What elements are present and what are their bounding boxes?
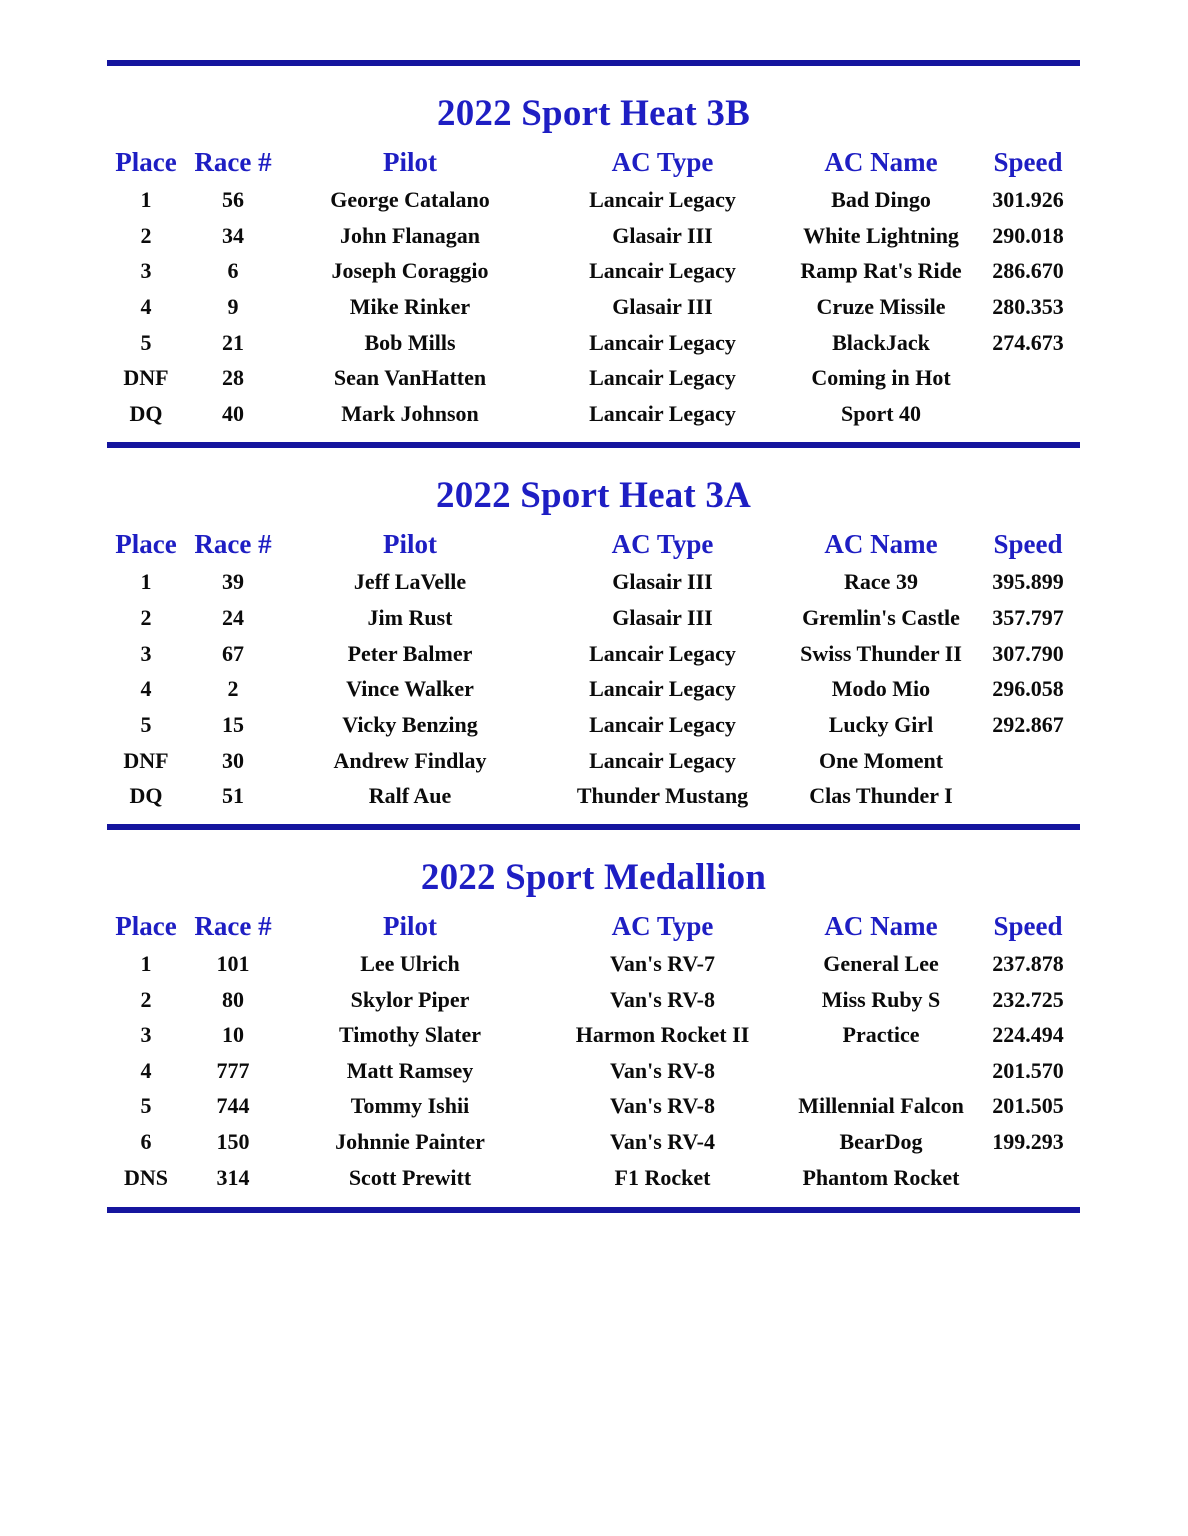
cell-pilot: Lee Ulrich (360, 950, 460, 976)
cell-speed: 301.926 (992, 187, 1064, 213)
cell-speed: 307.790 (992, 640, 1064, 666)
cell-acname: Swiss Thunder II (800, 640, 962, 666)
cell-race: 67 (222, 640, 244, 666)
column-header-acname: AC Name (824, 529, 938, 560)
cell-actype: F1 Rocket (614, 1164, 711, 1190)
cell-actype: Lancair Legacy (589, 640, 736, 666)
cell-race: 40 (222, 400, 244, 426)
cell-acname: Race 39 (844, 569, 918, 595)
cell-speed: 199.293 (992, 1129, 1064, 1155)
cell-acname: Sport 40 (840, 400, 922, 426)
table-row (107, 636, 1080, 672)
cell-acname: Ramp Rat's Ride (800, 258, 962, 284)
cell-place: DNF (123, 365, 169, 391)
cell-place: 2 (140, 222, 152, 248)
cell-acname: BearDog (839, 1129, 923, 1155)
table-row (107, 218, 1080, 254)
cell-race: 30 (222, 747, 244, 773)
cell-actype: Harmon Rocket II (575, 1022, 750, 1048)
section-title: 2022 Sport Heat 3A (436, 475, 751, 517)
cell-race: 34 (222, 222, 244, 248)
cell-acname: Phantom Rocket (802, 1164, 960, 1190)
section-title: 2022 Sport Medallion (420, 856, 767, 898)
table-row (107, 1053, 1080, 1089)
cell-pilot: Matt Ramsey (346, 1057, 474, 1083)
cell-race: 10 (222, 1022, 244, 1048)
cell-speed: 201.570 (992, 1057, 1064, 1083)
cell-acname (786, 1053, 976, 1089)
column-header-race: Race # (194, 147, 272, 177)
cell-race: 777 (216, 1057, 250, 1083)
cell-pilot: Vince Walker (346, 676, 474, 702)
cell-race: 744 (216, 1093, 250, 1119)
cell-place: 5 (140, 711, 152, 737)
table-header-row (107, 147, 1080, 182)
cell-place: 3 (140, 1022, 152, 1048)
cell-speed: 280.353 (992, 293, 1064, 319)
cell-acname: Bad Dingo (831, 187, 931, 213)
cell-speed (976, 360, 1080, 396)
cell-speed: 395.899 (992, 569, 1064, 595)
table-row (107, 289, 1080, 325)
cell-pilot: Jeff LaVelle (353, 569, 467, 595)
cell-pilot: Andrew Findlay (333, 747, 487, 773)
table-row (107, 946, 1080, 982)
cell-speed (976, 743, 1080, 779)
cell-acname: Lucky Girl (828, 711, 934, 737)
divider-top (107, 60, 1080, 66)
cell-actype: Van's RV-7 (610, 950, 715, 976)
cell-place: 3 (140, 258, 152, 284)
cell-actype: Lancair Legacy (589, 676, 736, 702)
cell-place: 6 (140, 1129, 152, 1155)
cell-actype: Glasair III (612, 605, 713, 631)
cell-speed: 201.505 (992, 1093, 1064, 1119)
cell-actype: Glasair III (612, 293, 713, 319)
table-row (107, 778, 1080, 814)
table-row (107, 253, 1080, 289)
table-row (107, 396, 1080, 432)
results-section-heat-3b (107, 95, 1080, 448)
table-row (107, 182, 1080, 218)
table-row (107, 671, 1080, 707)
results-content (107, 0, 1080, 1213)
cell-race: 28 (222, 365, 244, 391)
column-header-acname: AC Name (824, 147, 938, 177)
column-header-place: Place (115, 147, 177, 177)
cell-acname: Cruze Missile (816, 293, 946, 319)
divider-after-heat-3a (107, 824, 1080, 830)
cell-actype: Van's RV-8 (610, 1093, 715, 1119)
cell-actype: Glasair III (612, 569, 713, 595)
cell-speed (976, 1160, 1080, 1196)
cell-actype: Van's RV-8 (610, 1057, 715, 1083)
cell-acname: General Lee (823, 950, 939, 976)
cell-speed: 357.797 (992, 605, 1064, 631)
table-row (107, 360, 1080, 396)
cell-pilot: Peter Balmer (347, 640, 473, 666)
table-row (107, 1088, 1080, 1124)
cell-actype: Van's RV-4 (610, 1129, 715, 1155)
cell-speed: 290.018 (992, 222, 1064, 248)
cell-actype: Lancair Legacy (589, 365, 736, 391)
cell-pilot: Vicky Benzing (342, 711, 478, 737)
table-row (107, 564, 1080, 600)
cell-place: 1 (140, 950, 152, 976)
cell-pilot: Scott Prewitt (348, 1164, 472, 1190)
results-table (107, 147, 1080, 431)
divider-bottom (107, 1207, 1080, 1213)
column-header-pilot: Pilot (383, 529, 437, 560)
cell-place: 3 (140, 640, 152, 666)
cell-pilot: John Flanagan (340, 222, 480, 248)
cell-speed: 224.494 (992, 1022, 1064, 1048)
cell-place: 2 (140, 986, 152, 1012)
cell-actype: Lancair Legacy (589, 711, 736, 737)
cell-actype: Lancair Legacy (589, 187, 736, 213)
cell-speed: 296.058 (992, 676, 1064, 702)
cell-pilot: Johnnie Painter (335, 1129, 485, 1155)
column-header-acname: AC Name (824, 910, 938, 941)
table-row (107, 1017, 1080, 1053)
cell-actype: Van's RV-8 (610, 986, 715, 1012)
table-row (107, 325, 1080, 361)
column-header-place: Place (115, 529, 177, 560)
cell-actype: Lancair Legacy (589, 747, 736, 773)
cell-place: 5 (140, 329, 152, 355)
column-header-race: Race # (194, 910, 272, 941)
cell-acname: White Lightning (803, 222, 959, 248)
cell-place: 4 (140, 1057, 152, 1083)
table-row (107, 600, 1080, 636)
cell-pilot: Jim Rust (367, 605, 453, 631)
cell-place: DQ (129, 400, 163, 426)
cell-race: 39 (222, 569, 244, 595)
table-row (107, 1124, 1080, 1160)
cell-acname: One Moment (818, 747, 944, 773)
cell-speed: 292.867 (992, 711, 1064, 737)
cell-pilot: Mike Rinker (349, 293, 471, 319)
cell-race: 9 (227, 293, 239, 319)
cell-race: 80 (222, 986, 244, 1012)
cell-pilot: Timothy Slater (339, 1022, 481, 1048)
cell-race: 314 (216, 1164, 250, 1190)
cell-pilot: George Catalano (330, 187, 490, 213)
cell-place: 2 (140, 605, 152, 631)
cell-acname: Clas Thunder I (809, 783, 953, 809)
divider-after-heat-3b (107, 442, 1080, 448)
table-row (107, 743, 1080, 779)
cell-acname: Coming in Hot (811, 365, 951, 391)
column-header-speed: Speed (993, 147, 1063, 177)
column-header-pilot: Pilot (383, 147, 437, 177)
cell-actype: Lancair Legacy (589, 329, 736, 355)
column-header-race: Race # (194, 529, 272, 560)
cell-race: 56 (222, 187, 244, 213)
cell-speed: 232.725 (992, 986, 1064, 1012)
section-title: 2022 Sport Heat 3B (437, 93, 750, 134)
results-table (107, 911, 1080, 1195)
cell-actype: Lancair Legacy (589, 400, 736, 426)
cell-place: 4 (140, 293, 152, 319)
table-row (107, 1160, 1080, 1196)
cell-acname: BlackJack (832, 329, 930, 355)
cell-place: DNF (123, 747, 169, 773)
cell-actype: Lancair Legacy (589, 258, 736, 284)
cell-place: DNS (123, 1164, 168, 1190)
column-header-speed: Speed (993, 529, 1063, 560)
cell-actype: Glasair III (612, 222, 713, 248)
table-row (107, 707, 1080, 743)
cell-pilot: Mark Johnson (341, 400, 479, 426)
cell-speed (976, 778, 1080, 814)
column-header-actype: AC Type (611, 147, 714, 177)
cell-speed (976, 396, 1080, 432)
cell-pilot: Joseph Coraggio (331, 258, 489, 284)
cell-pilot: Ralf Aue (368, 783, 452, 809)
cell-race: 6 (227, 258, 239, 284)
column-header-actype: AC Type (611, 529, 714, 560)
table-row (107, 982, 1080, 1018)
cell-pilot: Tommy Ishii (350, 1093, 470, 1119)
cell-race: 101 (216, 950, 250, 976)
column-header-place: Place (115, 910, 177, 941)
cell-race: 24 (222, 605, 244, 631)
cell-acname: Miss Ruby S (821, 986, 941, 1012)
cell-acname: Practice (842, 1022, 920, 1048)
results-section-medallion (107, 856, 1080, 1213)
cell-race: 15 (222, 711, 244, 737)
cell-acname: Millennial Falcon (798, 1093, 964, 1119)
cell-speed: 274.673 (992, 329, 1064, 355)
column-header-actype: AC Type (611, 910, 714, 941)
table-header-row (107, 911, 1080, 946)
cell-race: 2 (227, 676, 239, 702)
column-header-speed: Speed (993, 910, 1063, 941)
column-header-pilot: Pilot (383, 910, 437, 941)
cell-place: DQ (129, 783, 163, 809)
cell-place: 1 (140, 569, 152, 595)
cell-acname: Gremlin's Castle (802, 605, 960, 631)
cell-race: 21 (222, 329, 244, 355)
cell-place: 4 (140, 676, 152, 702)
cell-pilot: Bob Mills (364, 329, 456, 355)
cell-pilot: Sean VanHatten (333, 365, 487, 391)
cell-race: 51 (222, 783, 244, 809)
cell-acname: Modo Mio (831, 676, 931, 702)
results-table (107, 529, 1080, 813)
table-header-row (107, 529, 1080, 564)
cell-place: 1 (140, 187, 152, 213)
cell-pilot: Skylor Piper (350, 986, 470, 1012)
cell-speed: 286.670 (992, 258, 1064, 284)
cell-speed: 237.878 (992, 950, 1064, 976)
results-section-heat-3a (107, 477, 1080, 829)
cell-place: 5 (140, 1093, 152, 1119)
cell-race: 150 (216, 1129, 250, 1155)
cell-actype: Thunder Mustang (576, 783, 749, 809)
